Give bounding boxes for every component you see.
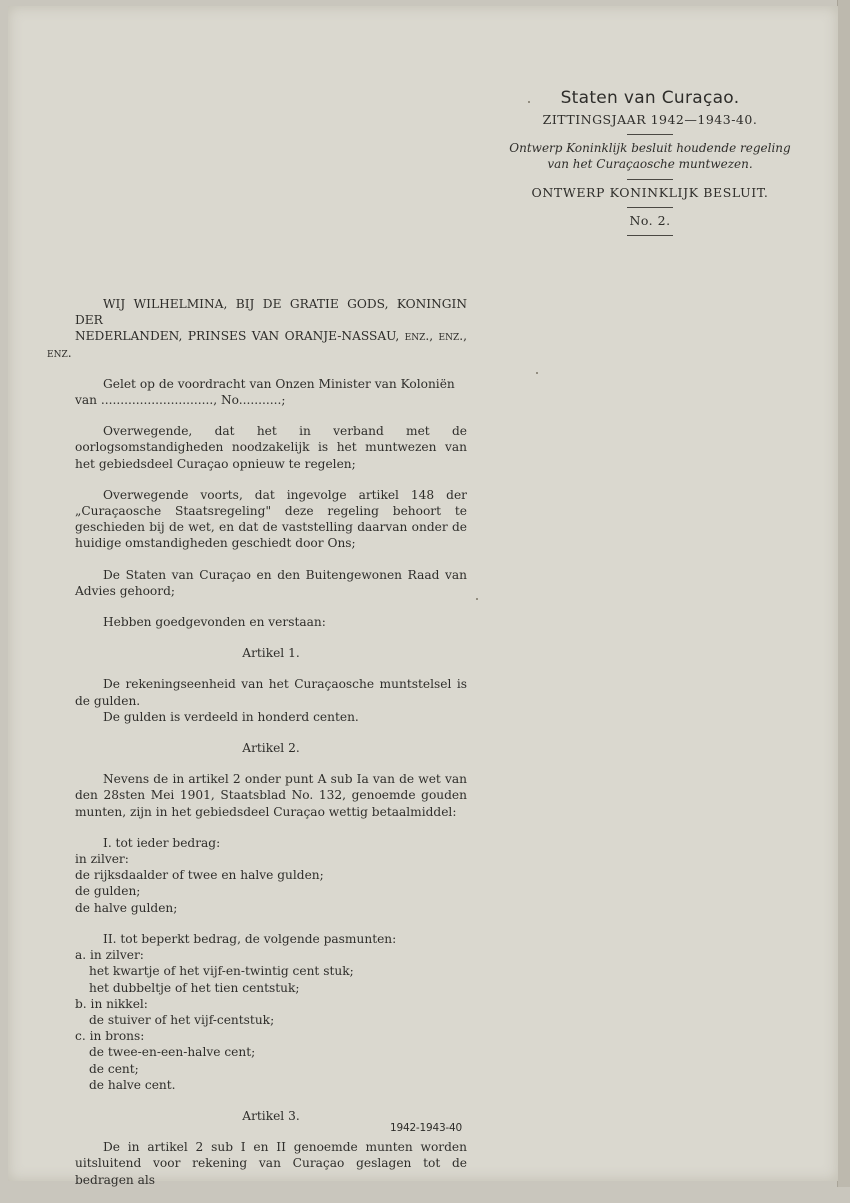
list-item: a. in zilver: (75, 948, 144, 963)
subject-line-2: van het Curaçaosche muntwezen. (547, 157, 753, 171)
intro-line: NEDERLANDEN, PRINSES VAN ORANJE-NASSAU, enz., enz., enz. (47, 329, 467, 360)
gelet-paragraph (75, 376, 467, 408)
subject-line-1: Ontwerp Koninklijk besluit houdende regeling (509, 141, 791, 155)
artikel-1-text: De rekeningseenheid van het Curaçaosche muntstelsel is de gulden. (75, 677, 467, 708)
list-item: de twee-en-een-halve cent; (89, 1045, 256, 1060)
list-item: de halve gulden; (75, 900, 178, 915)
list-item: de cent; (89, 1061, 139, 1076)
list-I (75, 835, 467, 916)
overwegende-voorts-paragraph: Overwegende voorts, dat ingevolge artikel 148 der „Curaçaosche Staatsregeling" deze regeling behoort te geschieden bij de wet, en dat de vaststelling daarvan onder de huidige omstandigheden geschiedt door Ons; (75, 487, 467, 551)
list-item: in zilver: (75, 852, 129, 867)
intro-line: WIJ WILHELMINA, BIJ DE GRATIE GODS, KONINGIN DER (75, 297, 467, 328)
staten-paragraph: De Staten van Curaçao en den Buitengewonen Raad van Advies gehoord; (75, 567, 467, 598)
list-item: de gulden; (75, 884, 141, 899)
artikel-2-text: Nevens de in artikel 2 onder punt A sub Ia van de wet van den 28sten Mei 1901, Staatsblad No. 132, genoemde gouden munten, zijn in het gebiedsdeel Curaçao wettig betaalmiddel: (75, 772, 467, 819)
intro-paragraph (47, 296, 467, 361)
artikel-3-text: De in artikel 2 sub I en II genoemde munten worden uitsluitend voor rekening van Curaçao geslagen tot de bedragen als (75, 1140, 467, 1187)
footer-code: 1942-1943-40 (390, 1122, 462, 1134)
divider (627, 235, 673, 236)
list-item: het kwartje of het vijf-en-twintig cent stuk; (89, 964, 354, 979)
doc-title: Staten van Curaçao. (560, 88, 740, 108)
hebben-paragraph: Hebben goedgevonden en verstaan: (103, 615, 326, 630)
list-item: de stuiver of het vijf-centstuk; (89, 1012, 275, 1027)
divider (627, 134, 673, 135)
session-year: ZITTINGSJAAR 1942—1943-40. (542, 112, 758, 127)
artikel-3-heading: Artikel 3. (242, 1108, 300, 1123)
list-item: het dubbeltje of het tien centstuk; (89, 980, 300, 995)
divider (627, 179, 673, 180)
list-item: II. tot beperkt bedrag, de volgende pasmunten: (103, 931, 397, 946)
list-item: de rijksdaalder of twee en halve gulden; (75, 868, 324, 883)
gelet-line: Gelet op de voordracht van Onzen Minister van Koloniën (103, 376, 455, 391)
gelet-line: van ............................., No...........; (75, 393, 286, 408)
list-item: I. tot ieder bedrag: (103, 835, 221, 850)
speck (476, 598, 478, 600)
speck (536, 372, 538, 374)
document-header (500, 88, 800, 241)
list-item: b. in nikkel: (75, 996, 148, 1011)
list-II (75, 931, 467, 1093)
divider (627, 207, 673, 208)
page-edge (837, 0, 850, 1187)
document-kind: ONTWERP KONINKLIJK BESLUIT. (531, 185, 769, 200)
overwegende-paragraph: Overwegende, dat het in verband met de oorlogsomstandigheden noodzakelijk is het muntwezen van het gebiedsdeel Curaçao opnieuw te regelen; (75, 424, 467, 471)
list-item: c. in brons: (75, 1029, 145, 1044)
document-number: No. 2. (629, 213, 671, 228)
artikel-2-heading: Artikel 2. (242, 741, 300, 756)
artikel-1-text: De gulden is verdeeld in honderd centen. (103, 709, 359, 724)
artikel-1-heading: Artikel 1. (242, 646, 300, 661)
document-body (47, 296, 467, 1203)
list-item: de halve cent. (89, 1077, 176, 1092)
